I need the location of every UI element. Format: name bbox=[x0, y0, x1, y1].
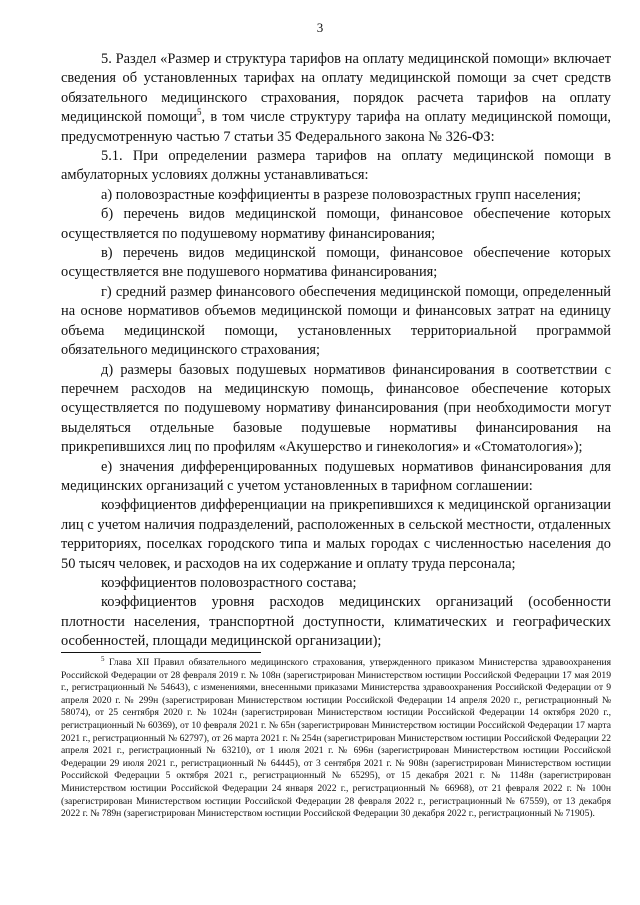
list-item-g: г) средний размер финансового обеспечения медицинской помощи, определенный на основе нормативов объемов медицинской помощи и финансовых затрат на единицу объема медицинской помощи, установленных территориальной программой обязательного медицинского страхования; bbox=[61, 283, 611, 359]
footnote-separator bbox=[61, 652, 261, 653]
paragraph-text: 5. Раздел «Размер и структура тарифов на оплату медицинской помощи» включает сведения об установленных тарифах на оплату медицинской помощи за счет средств обязательного медицинского страхования, порядок расчета тарифов на оплату медицинской помощи bbox=[61, 51, 611, 126]
body-text bbox=[61, 50, 611, 652]
paragraph-section-5 bbox=[61, 50, 611, 147]
list-item-a: а) половозрастные коэффициенты в разрезе половозрастных групп населения; bbox=[101, 186, 581, 203]
page-number: 3 bbox=[316, 20, 324, 35]
footnote-reference: 5 bbox=[196, 107, 202, 118]
list-item-d: д) размеры базовых подушевых нормативов финансирования в соответствии с перечнем расходов на медицинскую помощь, финансовое обеспечение которых осуществляется по подушевому нормативу финансирования (при необходимости могут выделяться отдельные базовые подушевые нормативы финансирования на прикрепившихся лиц по профилям «Акушерство и гинекология» и «Стоматология»); bbox=[61, 361, 611, 456]
footnote-text: Глава XII Правил обязательного медицинского страхования, утвержденного приказом Министерства здравоохранения Российской Федерации от 28 февраля 2019 г. № 108н (зарегистрирован Министерством юстиции Российской Федерации 17 мая 2019 г., регистрационный № 54643), с изменениями, внесенными приказами Министерства здравоохранения Российской Федерации от 9 апреля 2020 г. № 299н (зарегистрирован Министерством юстиции Российской Федерации 14 апреля 2020 г., регистрационный № 58074), от 25 сентября 2020 г. № 1024н (зарегистрирован Министерством юстиции Российской Федерации 14 октября 2020 г., регистрационный № 60369), от 10 февраля 2021 г. № 65н (зарегистрирован Министерством юстиции Российской Федерации 17 марта 2021 г., регистрационный № 62797), от 26 марта 2021 г. № 254н (зарегистрирован Министерством юстиции Российской Федерации 22 апреля 2021 г., регистрационный № 63210), от 1 июля 2021 г. № 696н (зарегистрирован Министерством юстиции Российской Федерации 29 июля 2021 г., регистрационный № 64445), от 3 сентября 2021 г. № 908н (зарегистрирован Министерством юстиции Российской Федерации 5 октября 2021 г., регистрационный № 65295), от 15 декабря 2021 г. № 1148н (зарегистрирован Министерством юстиции Российской Федерации 24 января 2022 г., регистрационный № 66968), от 21 февраля 2022 г. № 100н (зарегистрирован Министерством юстиции Российской Федерации 28 февраля 2022 г., регистрационный № 67559), от 13 декабря 2022 г. № 789н (зарегистрирован Министерством юстиции Российской Федерации 30 декабря 2022 г., регистрационный № 71905). bbox=[61, 657, 611, 820]
footnote-mark: 5 bbox=[101, 654, 105, 663]
list-item-b: б) перечень видов медицинской помощи, финансовое обеспечение которых осуществляется по подушевому нормативу финансирования; bbox=[61, 206, 611, 242]
sub-item-differentiation-coefficients: коэффициентов дифференциации на прикрепившихся к медицинской организации лиц с учетом наличия подразделений, расположенных в сельской местности, отдаленных территориях, поселках городского типа и малых городах с численностью населения до 50 тысяч человек, и расходов на их содержание и оплату труда персонала; bbox=[61, 497, 611, 572]
sub-item-age-sex-coefficients: коэффициентов половозрастного состава; bbox=[101, 574, 357, 591]
list-item-v: в) перечень видов медицинской помощи, финансовое обеспечение которых осуществляется вне подушевого норматива финансирования; bbox=[61, 245, 611, 281]
footnote bbox=[61, 654, 611, 821]
paragraph-text-tail: , в том числе структуру тарифа на оплату медицинской помощи, предусмотренную частью 7 статьи 35 Федерального закона № 326-ФЗ: bbox=[61, 109, 611, 145]
paragraph-section-5-1: 5.1. При определении размера тарифов на оплату медицинской помощи в амбулаторных условиях должны устанавливаться: bbox=[61, 148, 611, 184]
sub-item-expense-level-coefficients: коэффициентов уровня расходов медицинских организаций (особенности плотности населения, транспортной доступности, климатических и географических особенностей, площади медицинской организации); bbox=[61, 594, 611, 650]
list-item-e: е) значения дифференцированных подушевых нормативов финансирования для медицинских организаций с учетом установленных в тарифном соглашении: bbox=[61, 458, 611, 494]
